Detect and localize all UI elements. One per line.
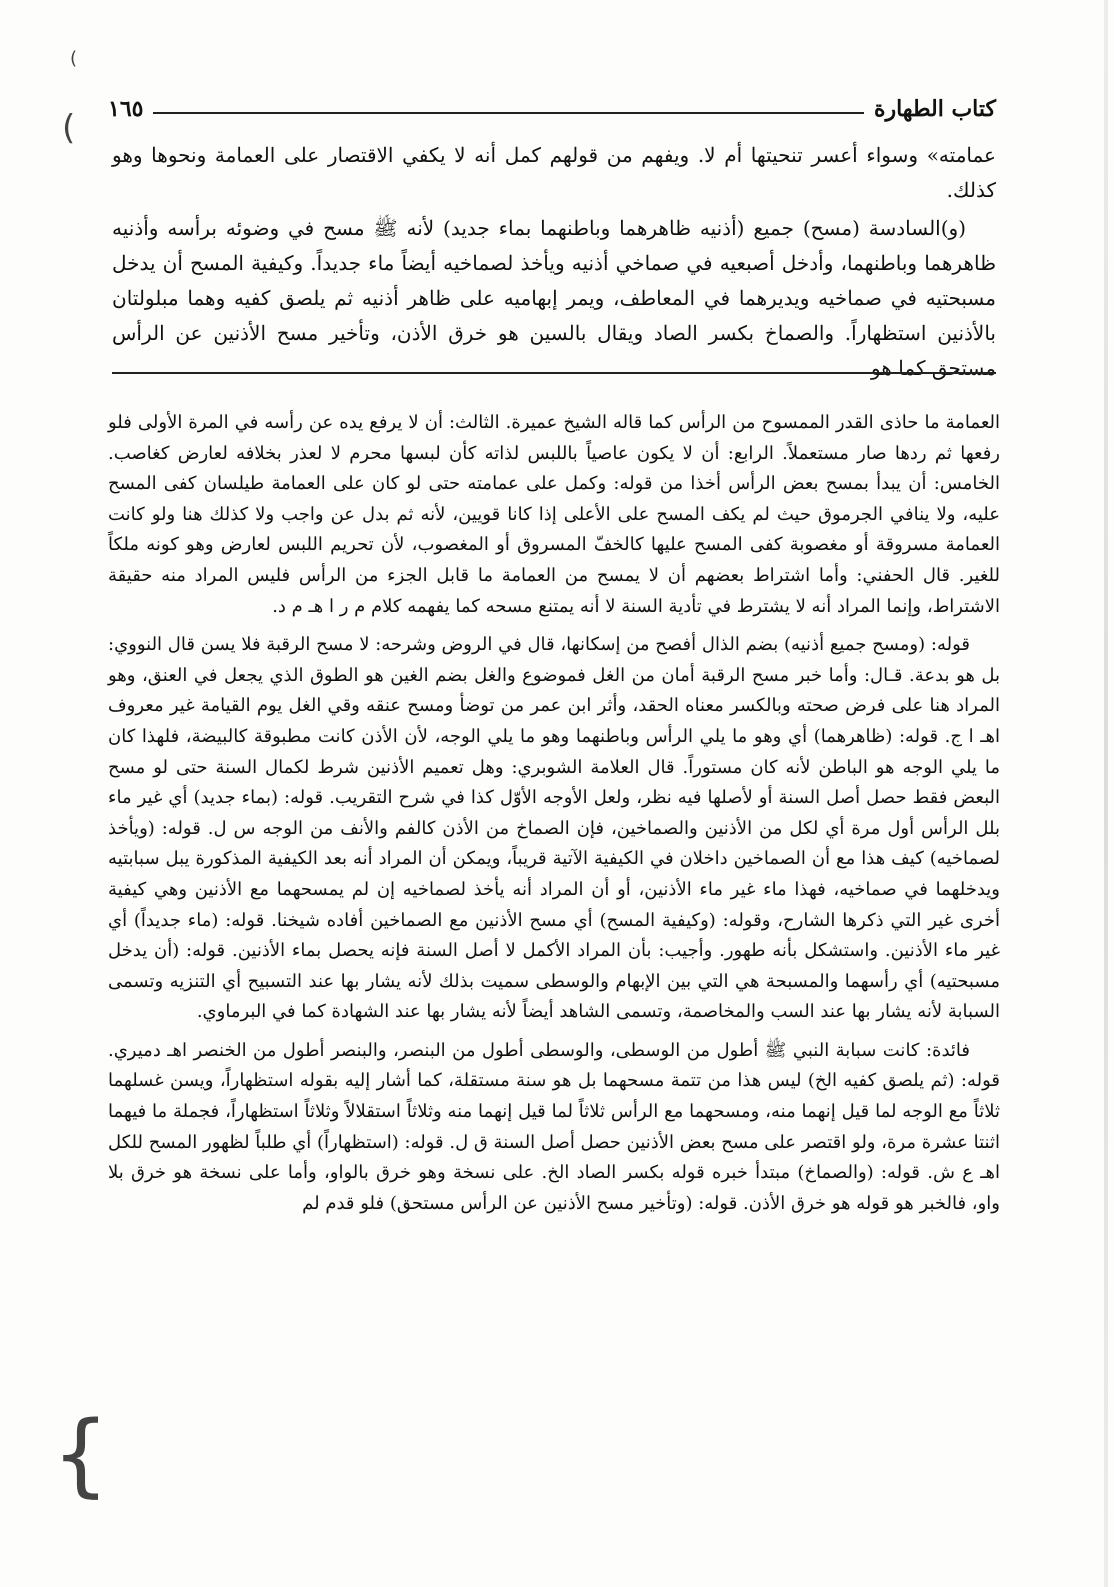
section-divider <box>112 372 996 374</box>
scan-mark-top: ( <box>70 48 78 69</box>
chapter-title: كتاب الطهارة <box>873 96 996 122</box>
matn-paragraph: عمامته» وسواء أعسر تنحيتها أم لا. ويفهم من قولهم كمل أنه لا يكفي الاقتصار على العمامة ونحوها وهو كذلك. <box>112 143 996 202</box>
header-rule <box>153 112 864 114</box>
main-text <box>112 138 996 380</box>
commentary-text <box>108 408 1000 1558</box>
matn-paragraph: (و)السادسة (مسح) جميع (أذنيه ظاهرهما وباطنهما بماء جديد) لأنه ﷺ مسح في وضوئه برأسه وأذنيه ظاهرهما وباطنهما، وأدخل أصبعيه في صماخي أذنيه ويأخذ لصماخيه أيضاً ماء جديداً. وكيفية المسح أن يدخل مسبحتيه في صماخيه ويديرهما في المعاطف، ويمر إبهاميه على ظاهر أذنيه ثم يلصق كفيه وهما مبلولتان بالأذنين استظهاراً. والصماخ بكسر الصاد ويقال بالسين هو خرق الأذن، وتأخير مسح الأذنين عن الرأس مستحق كما هو <box>112 216 996 380</box>
commentary-paragraph: العمامة ما حاذى القدر الممسوح من الرأس كما قاله الشيخ عميرة. الثالث: أن لا يرفع يده عن رأسه في المرة الأولى فلو رفعها ثم ردها صار مستعملاً. الرابع: أن لا يكون عاصياً باللبس لذاته كأن لبسها محرم لا لعذر بخلافه لعارض كغاصب. الخامس: أن يبدأ بمسح بعض الرأس أخذا من قوله: وكمل على عمامته حتى لو كان على العمامة طيلسان كفى المسح عليه، ولا ينافي الجرموق حيث لم يكف المسح على الأعلى إذا كانا قويين، لأنه ثم بدل عن واجب ولا كذلك هنا ولو كانت العمامة مسروقة أو مغصوبة كفى المسح عليها كالخفّ المسروق أو المغصوب، لأن تحريم اللبس لعارض وهو كونه ملكاً للغير. قال الحفني: وأما اشتراط بعضهم أن لا يمسح من العمامة ما قابل الجزء من الرأس فليس المراد منه حقيقة الاشتراط، وإنما المراد أنه لا يشترط في تأدية السنة لا أنه يمتنع مسحه كما يفهمه كلام م ر ا هـ م د. <box>108 412 1000 617</box>
scan-bracket-top: ( <box>62 108 76 148</box>
page-number: ١٦٥ <box>108 96 144 122</box>
page-edge <box>1104 0 1108 1587</box>
commentary-paragraph: قوله: (ومسح جميع أذنيه) بضم الذال أفصح من إسكانها، قال في الروض وشرحه: لا مسح الرقبة فلا يسن قال النووي: بل هو بدعة. قـال: وأما خبر مسح الرقبة أمان من الغل فموضوع والغل بضم الغين هو الطوق الذي يجعل في العنق، وهو المراد هنا على فرض صحته وبالكسر معناه الحقد، وأثر ابن عمر من توضأ ومسح عنقه وقي الغل يوم القيامة غير معروف اهـ ا ج. قوله: (ظاهرهما) أي وهو ما يلي الرأس وباطنهما وهو ما يلي الوجه، لأن الأذن كانت مطبوقة كالبيضة، فلهذا كان ما يلي الوجه هو الباطن لأنه كان مستوراً. قال العلامة الشوبري: وهل تعميم الأذنين شرط لكمال السنة حتى لو مسح البعض فقط حصل أصل السنة أو لأصلها فيه نظر، ولعل الأوجه الأوّل كذا في شرح التقريب. قوله: (بماء جديد) أي غير ماء بلل الرأس أول مرة أي لكل من الأذنين والصماخين، فإن الصماخ من الأذن كالفم والأنف من الوجه س ل. قوله: (ويأخذ لصماخيه) كيف هذا مع أن الصماخين داخلان في الكيفية الآتية قريباً، ويمكن أن المراد أنه بعد الكيفية المذكورة يبل سبابتيه ويدخلهما في صماخيه، فهذا ماء غير ماء الأذنين، أو أن المراد أنه يأخذ لصماخيه إن لم يمسحهما مع الأذنين وهي كيفية أخرى غير التي ذكرها الشارح، وقوله: (وكيفية المسح) أي مسح الأذنين مع الصماخين أفاده شيخنا. قوله: (ماء جديداً) أي غير ماء الأذنين. واستشكل بأنه طهور. وأجيب: بأن المراد الأكمل لا أصل السنة فإنه يحصل بماء الأذنين. قوله: (أن يدخل مسبحتيه) أي رأسهما والمسبحة هي التي بين الإبهام والوسطى سميت بذلك لأنه يشار بها عند التسبيح أي التنزيه وتسمى السبابة لأنه يشار بها عند السب والمخاصمة، وتسمى الشاهد أيضاً لأنه يشار بها عند الشهادة كما في البرماوي. <box>108 634 1000 1023</box>
running-header <box>108 94 996 124</box>
scan-bracket-bottom: { <box>52 1402 110 1507</box>
commentary-paragraph: فائدة: كانت سبابة النبي ﷺ أطول من الوسطى، والوسطى أطول من البنصر، والبنصر أطول من الخنصر اهـ دميري. قوله: (ثم يلصق كفيه الخ) ليس هذا من تتمة مسحهما بل هو سنة مستقلة، كما أشار إليه بقوله استظهاراً، ويسن غسلهما ثلاثاً مع الوجه لما قيل إنهما منه، ومسحهما مع الرأس ثلاثاً لما قيل إنهما منه وثلاثاً استقلالاً وثلاثاً استظهاراً، فجملة ما فيهما اثنتا عشرة مرة، ولو اقتصر على مسح بعض الأذنين حصل أصل السنة ق ل. قوله: (استظهاراً) أي طلباً لظهور المسح للكل اهـ ع ش. قوله: (والصماخ) مبتدأ خبره قوله بكسر الصاد الخ. على نسخة وهو خرق بالواو، وأما على نسخة هو خرق بلا واو، فالخبر هو قوله هو خرق الأذن. قوله: (وتأخير مسح الأذنين عن الرأس مستحق) فلو قدم لم <box>107 1039 1000 1214</box>
